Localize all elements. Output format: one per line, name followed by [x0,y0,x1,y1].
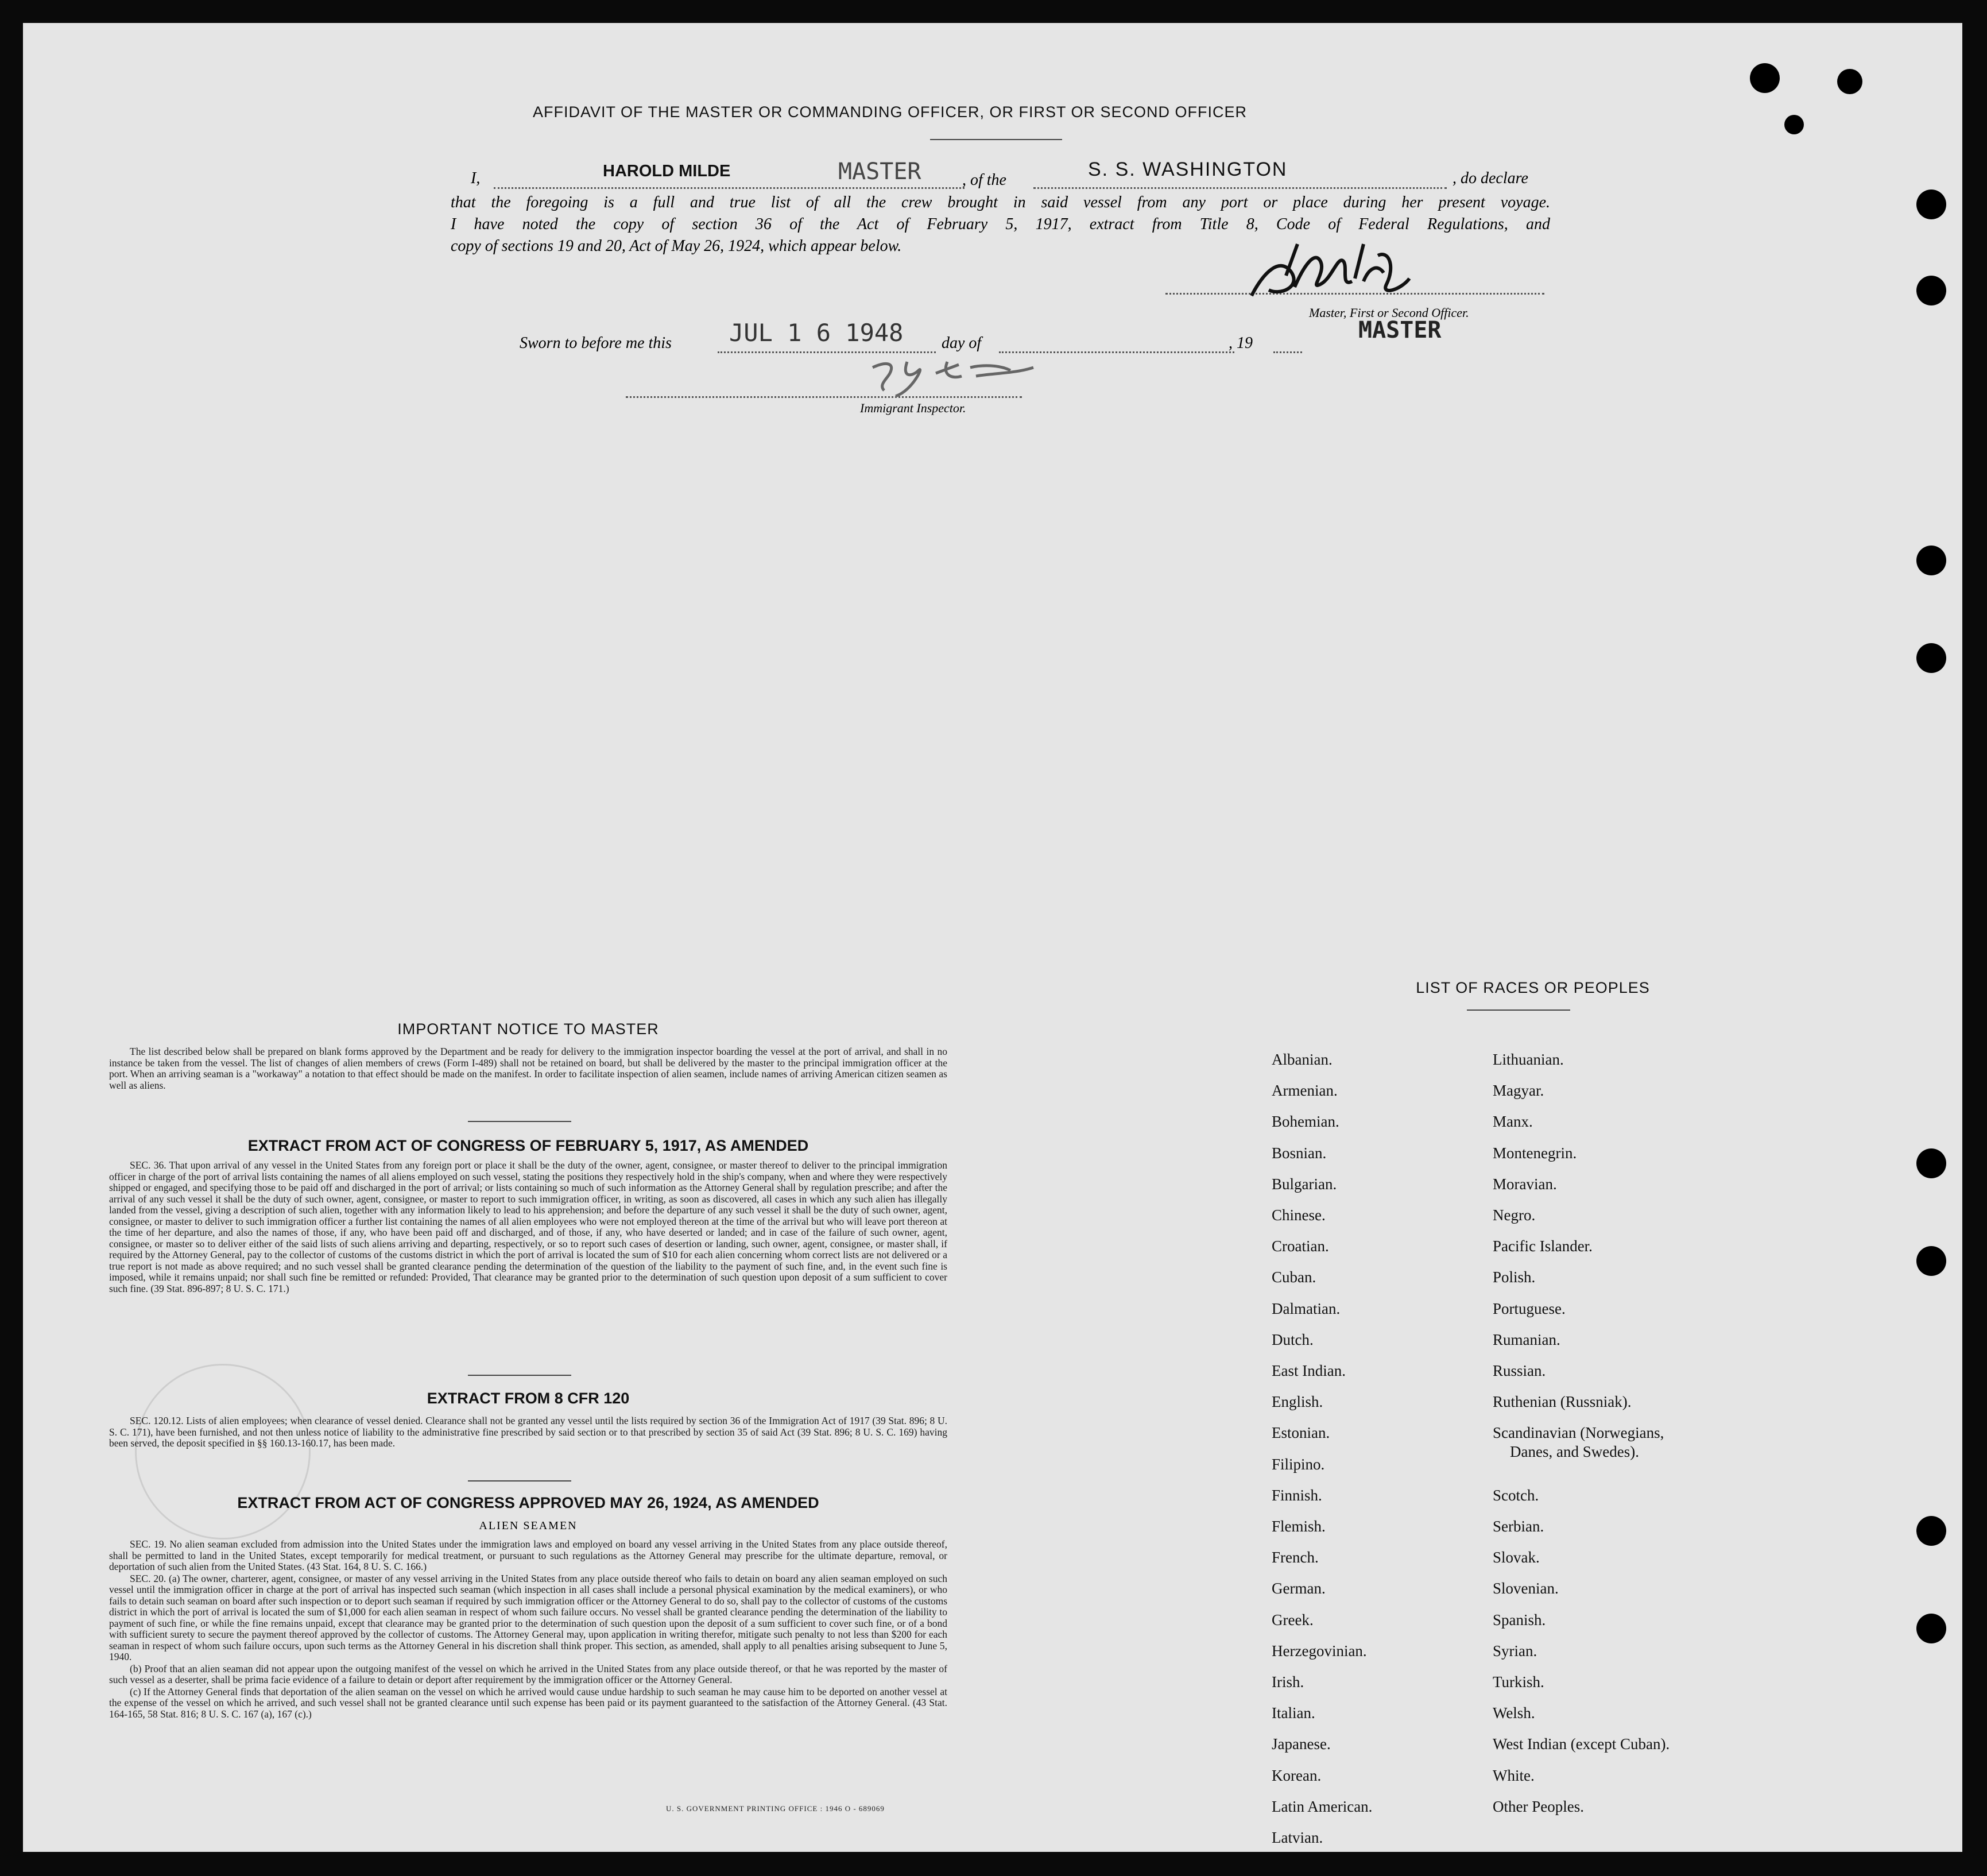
race-item: Welsh. [1493,1704,1535,1722]
race-item: White. [1493,1767,1535,1784]
race-item: Moravian. [1493,1175,1557,1193]
extract-1924-heading: EXTRACT FROM ACT OF CONGRESS APPROVED MAY 26, 1924, AS AMENDED [237,1494,819,1511]
affidavit-line-2: I have noted the copy of section 36 of the Act of February 5, 1917, extract from Title 8, Code of Federal Regulations, and [451,215,1550,233]
binder-hole [1916,1246,1946,1276]
extract-1917-body [109,1160,947,1295]
race-item: Italian. [1272,1704,1315,1722]
binder-hole [1837,69,1862,94]
race-item: Irish. [1272,1673,1304,1691]
year-line [1273,351,1302,353]
race-item: Armenian. [1272,1082,1338,1099]
race-item: Montenegrin. [1493,1144,1577,1162]
races-rule [1467,1009,1570,1011]
races-heading: LIST OF RACES OR PEOPLES [1416,979,1650,996]
sec-120-12-paragraph: SEC. 120.12. Lists of alien employees; when clearance of vessel denied. Clearance shall not be granted any vessel until the lists required by section 36 of the Immigration Act of 1917 (39 Stat. 896; 8 U. S. C. 171), have been furnished, and not then unless notice of liability to the administrative fine prescribed by said section or to that prescribed by section 35 of said Act (39 Stat. 896; 8 U. S. C. 169) having been served, the deposit specified in §§ 160.13-160.17, has been made. [109,1415,947,1449]
race-item: Turkish. [1493,1673,1544,1691]
race-item: Serbian. [1493,1518,1544,1535]
cfr-rule [468,1480,571,1482]
race-item: English. [1272,1393,1323,1410]
race-item: Pacific Islander. [1493,1237,1593,1255]
race-item: Finnish. [1272,1487,1322,1504]
sec-20b-paragraph: (b) Proof that an alien seaman did not appear upon the outgoing manifest of the vessel on which he arrived in the United States from any place outside thereof, or that he was reported by the master of such vessel as a deserter, shall be prima facie evidence of a failure to detain or deport after requirement by the immigration officer or the Attorney General. [109,1662,947,1685]
race-item: Korean. [1272,1767,1322,1784]
binder-hole [1916,1516,1946,1546]
of-the-label: , of the [962,171,1006,189]
race-item: Japanese. [1272,1735,1331,1753]
extract-1917-heading: EXTRACT FROM ACT OF CONGRESS OF FEBRUARY 5, 1917, AS AMENDED [247,1137,809,1154]
cfr-heading: EXTRACT FROM 8 CFR 120 [427,1390,630,1407]
race-item: Croatian. [1272,1237,1329,1255]
binder-hole [1916,1148,1946,1178]
race-item: Filipino. [1272,1456,1325,1473]
race-item: Ruthenian (Russniak). [1493,1393,1632,1410]
extract-1924-body [109,1539,947,1720]
binder-hole [1916,1614,1946,1643]
sec-19-paragraph: SEC. 19. No alien seaman excluded from admission into the United States under the immigration laws and employed on board any vessel arriving in the United States from any place outside thereof, shall be permitted to land in the United States, except temporarily for medical treatment, or pursuant to such regulations as the Attorney General may prescribe for the ultimate departure, removal, or deportation of such alien from the United States. (43 Stat. 164, 8 U. S. C. 166.) [109,1538,947,1572]
notice-body [109,1046,947,1092]
binder-hole [1916,643,1946,673]
affidavit-title: AFFIDAVIT OF THE MASTER OR COMMANDING OFFICER, OR FIRST OR SECOND OFFICER [532,103,1248,121]
master-name: HAROLD MILDE [603,162,731,180]
sworn-label: Sworn to before me this [520,334,672,352]
affidavit-line-3: copy of sections 19 and 20, Act of May 26, 1924, which appear below. [451,237,902,255]
race-item: Scotch. [1493,1487,1539,1504]
race-item: German. [1272,1580,1326,1597]
manifest-page [23,23,1962,1852]
race-item: Slovak. [1493,1549,1540,1566]
title-rule [930,139,1062,140]
notice-paragraph: The list described below shall be prepared on blank forms approved by the Department and be ready for delivery to the immigration inspector boarding the vessel at the port of arrival, and shall in no instance be taken from the vessel. The list of changes of alien members of crews (Form I-489) shall not be retained on board, but shall be delivered by the master to the principal immigration officer at the port. When an arriving seaman is a "workaway" a notation to that effect should be made on the manifest. In order to facilitate inspection of alien seamen, include names of arriving American citizen seamen as well as aliens. [109,1046,947,1091]
binder-hole [1916,276,1946,305]
race-item: Lithuanian. [1493,1051,1564,1068]
race-item: Polish. [1493,1268,1536,1286]
inspector-caption: Immigrant Inspector. [860,401,966,415]
race-item: Cuban. [1272,1268,1316,1286]
master-stamp: MASTER [1358,317,1442,343]
sec-20c-paragraph: (c) If the Attorney General finds that deportation of the alien seaman on the vessel on which he arrived would cause undue hardship to such seaman he may cause him to be deported on another vessel at the expense of the vessel on which he arrived, and such vessel shall not be granted clearance until such expense has been paid or its payment guaranteed to the satisfaction of the Attorney General. (43 Stat. 164-165, 58 Stat. 816; 8 U. S. C. 167 (a), 167 (c).) [109,1685,947,1720]
binder-hole [1750,63,1780,93]
master-signature [1246,233,1441,313]
rank-stamp: MASTER [838,158,921,185]
year-label: , 19 [1229,334,1253,352]
do-declare-label: , do declare [1453,169,1528,187]
race-item: Bulgarian. [1272,1175,1337,1193]
race-item: Flemish. [1272,1518,1326,1535]
race-item: Dalmatian. [1272,1300,1341,1317]
race-item: French. [1272,1549,1319,1566]
race-item: Rumanian. [1493,1331,1560,1348]
sworn-date-stamp: JUL 1 6 1948 [729,319,904,347]
race-item: West Indian (except Cuban). [1493,1735,1670,1753]
race-item: Greek. [1272,1611,1314,1629]
race-item: Manx. [1493,1113,1533,1130]
race-item: Negro. [1493,1206,1536,1224]
race-item: Russian. [1493,1362,1546,1379]
race-item: Bohemian. [1272,1113,1339,1130]
race-item: Chinese. [1272,1206,1326,1224]
inspector-signature [861,345,1045,402]
race-item: Magyar. [1493,1082,1544,1099]
declarant-prefix: I, [471,169,481,187]
vessel-name: S. S. WASHINGTON [1088,158,1288,180]
day-of-label: day of [942,334,982,352]
name-line [494,187,965,189]
race-item: Latvian. [1272,1829,1323,1846]
race-item: Danes, and Swedes). [1510,1443,1639,1460]
sec-36-paragraph: SEC. 36. That upon arrival of any vessel in the United States from any foreign port or place it shall be the duty of the owner, agent, consignee, or master thereof to deliver to the principal immigration officer in charge of the port of arrival lists containing the names of all aliens employed on such vessel, stating the positions they respectively hold in the ship's company, when and where they were respectively shipped or engaged, and specifying those to be paid off and discharged in the port of arrival; or lists containing so much of such information as the Attorney General shall by regulation prescribe; and after the arrival of any such vessel it shall be the duty of such owner, agent, consignee, or master to report to such immigration officer, in writing, as soon as discovered, all cases in which any such alien has illegally landed from the vessel, giving a description of such alien, together with any information likely to lead to his apprehension; and before the departure of any such vessel it shall be the duty of such owner, agent, consignee, or master to deliver to such immigration officer a further list containing the names of all alien employees who were not employed thereon at the time of the arrival but who will leave port thereon at the time of her departure, and also the names of those, if any, who have been paid off and discharged, and of those, if any, who have deserted or landed; and in case of the failure of such owner, agent, consignee, or master so to deliver either of the said lists of such aliens arriving and departing, respectively, or so to report such cases of desertion or landing, such owner, agent, consignee, or master shall, if required by the Attorney General, pay to the collector of customs of the customs district in which the port of arrival is located the sum of $10 for each alien concerning whom correct lists are not delivered or a true report is not made as above required; and no such vessel shall be granted clearance pending the determination of the question of the liability to the payment of such fine, and, in the event such fine is imposed, while it remains unpaid; nor shall such fine be remitted or refunded: Provided, That clearance may be granted prior to the determination of such question upon deposit of a sum sufficient to cover such fine. (39 Stat. 896-897; 8 U. S. C. 171.) [109,1159,947,1294]
race-item: Latin American. [1272,1798,1373,1815]
printing-office-footer: U. S. GOVERNMENT PRINTING OFFICE : 1946 O - 689069 [666,1804,885,1813]
faint-seal [135,1364,311,1540]
vessel-line [1033,187,1447,189]
race-item: Herzegovinian. [1272,1642,1367,1660]
binder-hole [1784,115,1804,134]
race-item: Dutch. [1272,1331,1314,1348]
binder-hole [1916,546,1946,575]
notice-heading: IMPORTANT NOTICE TO MASTER [397,1020,659,1038]
sec-20a-paragraph: SEC. 20. (a) The owner, charterer, agent, consignee, or master of any vessel arriving in the United States from any place outside thereof who fails to detain on board any alien seaman employed on such vessel until the immigration officer in charge at the port of arrival has inspected such seaman (which inspection in all cases shall include a personal physical examination by the medical examiners), or who fails to detain such seaman on board after such inspection or to deport such seaman if required by such immigration officer or the Attorney General to do so, shall pay to the collector of customs of the customs district in which the port of arrival is located the sum of $1,000 for each alien seaman in respect of whom such failure occurs. No vessel shall be granted clearance pending the determination of the liability to payment of such fine, or while the fine remains unpaid, except that clearance may be granted prior to the determination of such question upon the deposit of a sum sufficient to cover such fine, or of a bond with sufficient surety to secure the payment thereof approved by the collector of customs. The Attorney General may, upon application in writing therefor, mitigate such penalty to not less than $200 for each seaman in respect of whom such failure occurs, upon such terms as the Attorney General in his discretion shall think proper. This section, as amended, shall apply to all penalties arising subsequent to June 5, 1940. [109,1572,947,1662]
master-caption: Master, First or Second Officer. [1309,305,1469,320]
race-item: East Indian. [1272,1362,1346,1379]
binder-hole [1916,189,1946,219]
race-item: Syrian. [1493,1642,1537,1660]
race-item: Bosnian. [1272,1144,1327,1162]
extract-1917-rule [468,1375,571,1376]
race-item: Scandinavian (Norwegians, [1493,1424,1664,1441]
affidavit-line-1: that the foregoing is a full and true list of all the crew brought in said vessel from any port or place during her present voyage. [451,194,1550,211]
race-item: Portuguese. [1493,1300,1566,1317]
alien-seamen-subheading: ALIEN SEAMEN [479,1519,578,1532]
race-item: Albanian. [1272,1051,1333,1068]
race-item: Spanish. [1493,1611,1546,1629]
race-item: Other Peoples. [1493,1798,1584,1815]
notice-rule [468,1121,571,1122]
race-item: Slovenian. [1493,1580,1559,1597]
race-item: Estonian. [1272,1424,1330,1441]
